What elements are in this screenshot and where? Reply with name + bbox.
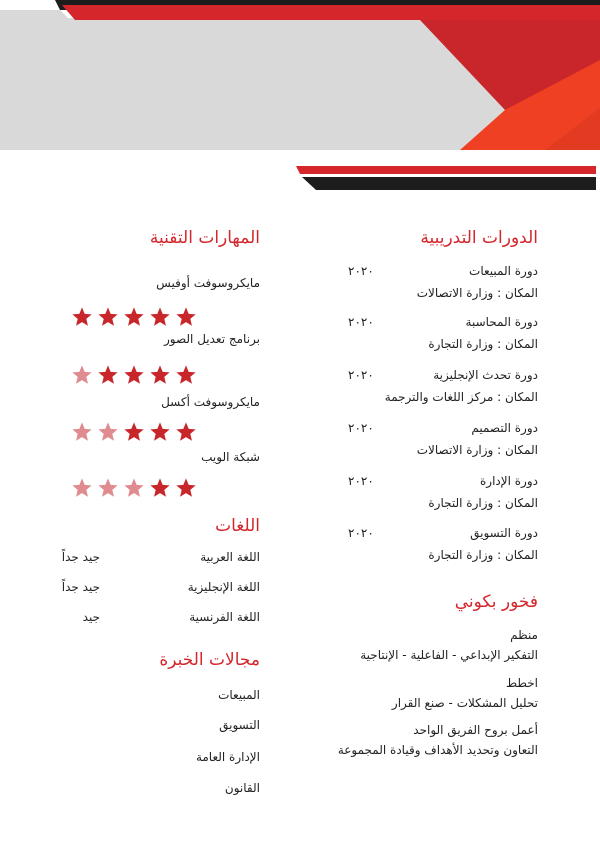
star-empty-icon — [123, 477, 145, 499]
course-name: دورة المبيعات — [469, 264, 538, 278]
language-name: اللغة العربية — [200, 550, 260, 564]
expertise-title: مجالات الخبرة — [159, 650, 260, 670]
expertise-item: المبيعات — [218, 688, 260, 702]
course-name: دورة الإدارة — [480, 474, 538, 488]
proud-heading: أعمل بروح الفريق الواحد — [413, 723, 538, 737]
proud-detail: تحليل المشكلات - صنع القرار — [391, 696, 538, 710]
star-empty-icon — [97, 477, 119, 499]
skill-rating — [71, 477, 197, 499]
skill-name: شبكة الويب — [201, 450, 260, 464]
training-title: الدورات التدريبية — [420, 228, 538, 248]
star-filled-icon — [149, 421, 171, 443]
star-filled-icon — [123, 364, 145, 386]
course-name: دورة التسويق — [470, 526, 538, 540]
course-year: ٢٠٢٠ — [348, 526, 374, 540]
proud-detail: التعاون وتحديد الأهداف وقيادة المجموعة — [337, 743, 538, 757]
star-filled-icon — [175, 306, 197, 328]
course-year: ٢٠٢٠ — [348, 474, 374, 488]
star-filled-icon — [175, 364, 197, 386]
languages-title: اللغات — [215, 516, 260, 536]
star-filled-icon — [175, 421, 197, 443]
expertise-item: الإدارة العامة — [195, 750, 260, 764]
course-year: ٢٠٢٠ — [348, 315, 374, 329]
course-place: المكان : مركز اللغات والترجمة — [384, 390, 538, 404]
skill-rating — [71, 306, 197, 328]
proud-detail: التفكير الإبداعي - الفاعلية - الإنتاجية — [360, 648, 538, 662]
star-filled-icon — [97, 364, 119, 386]
section-stripe — [296, 166, 596, 190]
course-place: المكان : وزارة التجارة — [428, 496, 538, 510]
skill-rating — [71, 421, 197, 443]
star-filled-icon — [175, 477, 197, 499]
star-filled-icon — [123, 306, 145, 328]
star-empty-icon — [71, 477, 93, 499]
course-name: دورة تحدث الإنجليزية — [433, 368, 538, 382]
star-empty-icon — [71, 421, 93, 443]
star-filled-icon — [149, 364, 171, 386]
star-empty-icon — [97, 421, 119, 443]
course-place: المكان : وزارة الاتصالات — [416, 443, 538, 457]
language-level: جيد جداً — [61, 580, 100, 594]
star-empty-icon — [71, 364, 93, 386]
skills-title: المهارات التقنية — [149, 228, 260, 248]
language-level: جيد — [82, 610, 100, 624]
course-name: دورة التصميم — [471, 421, 538, 435]
skill-name: برنامج تعديل الصور — [163, 332, 260, 346]
skill-name: مايكروسوفت أوفيس — [156, 276, 260, 290]
course-name: دورة المحاسبة — [465, 315, 538, 329]
course-place: المكان : وزارة الاتصالات — [416, 286, 538, 300]
skill-name: مايكروسوفت أكسل — [161, 395, 260, 409]
course-place: المكان : وزارة التجارة — [428, 337, 538, 351]
proud-heading: منظم — [510, 628, 538, 642]
expertise-item: التسويق — [219, 718, 260, 732]
expertise-item: القانون — [224, 781, 260, 795]
header-decoration — [0, 0, 600, 150]
star-filled-icon — [97, 306, 119, 328]
star-filled-icon — [123, 421, 145, 443]
course-year: ٢٠٢٠ — [348, 264, 374, 278]
language-name: اللغة الفرنسية — [189, 610, 260, 624]
course-year: ٢٠٢٠ — [348, 368, 374, 382]
course-place: المكان : وزارة التجارة — [428, 548, 538, 562]
star-filled-icon — [71, 306, 93, 328]
star-filled-icon — [149, 306, 171, 328]
course-year: ٢٠٢٠ — [348, 421, 374, 435]
star-filled-icon — [149, 477, 171, 499]
skill-rating — [71, 364, 197, 386]
language-level: جيد جداً — [61, 550, 100, 564]
proud-heading: اخطط — [506, 676, 538, 690]
language-name: اللغة الإنجليزية — [187, 580, 260, 594]
proud-title: فخور بكوني — [454, 592, 538, 612]
